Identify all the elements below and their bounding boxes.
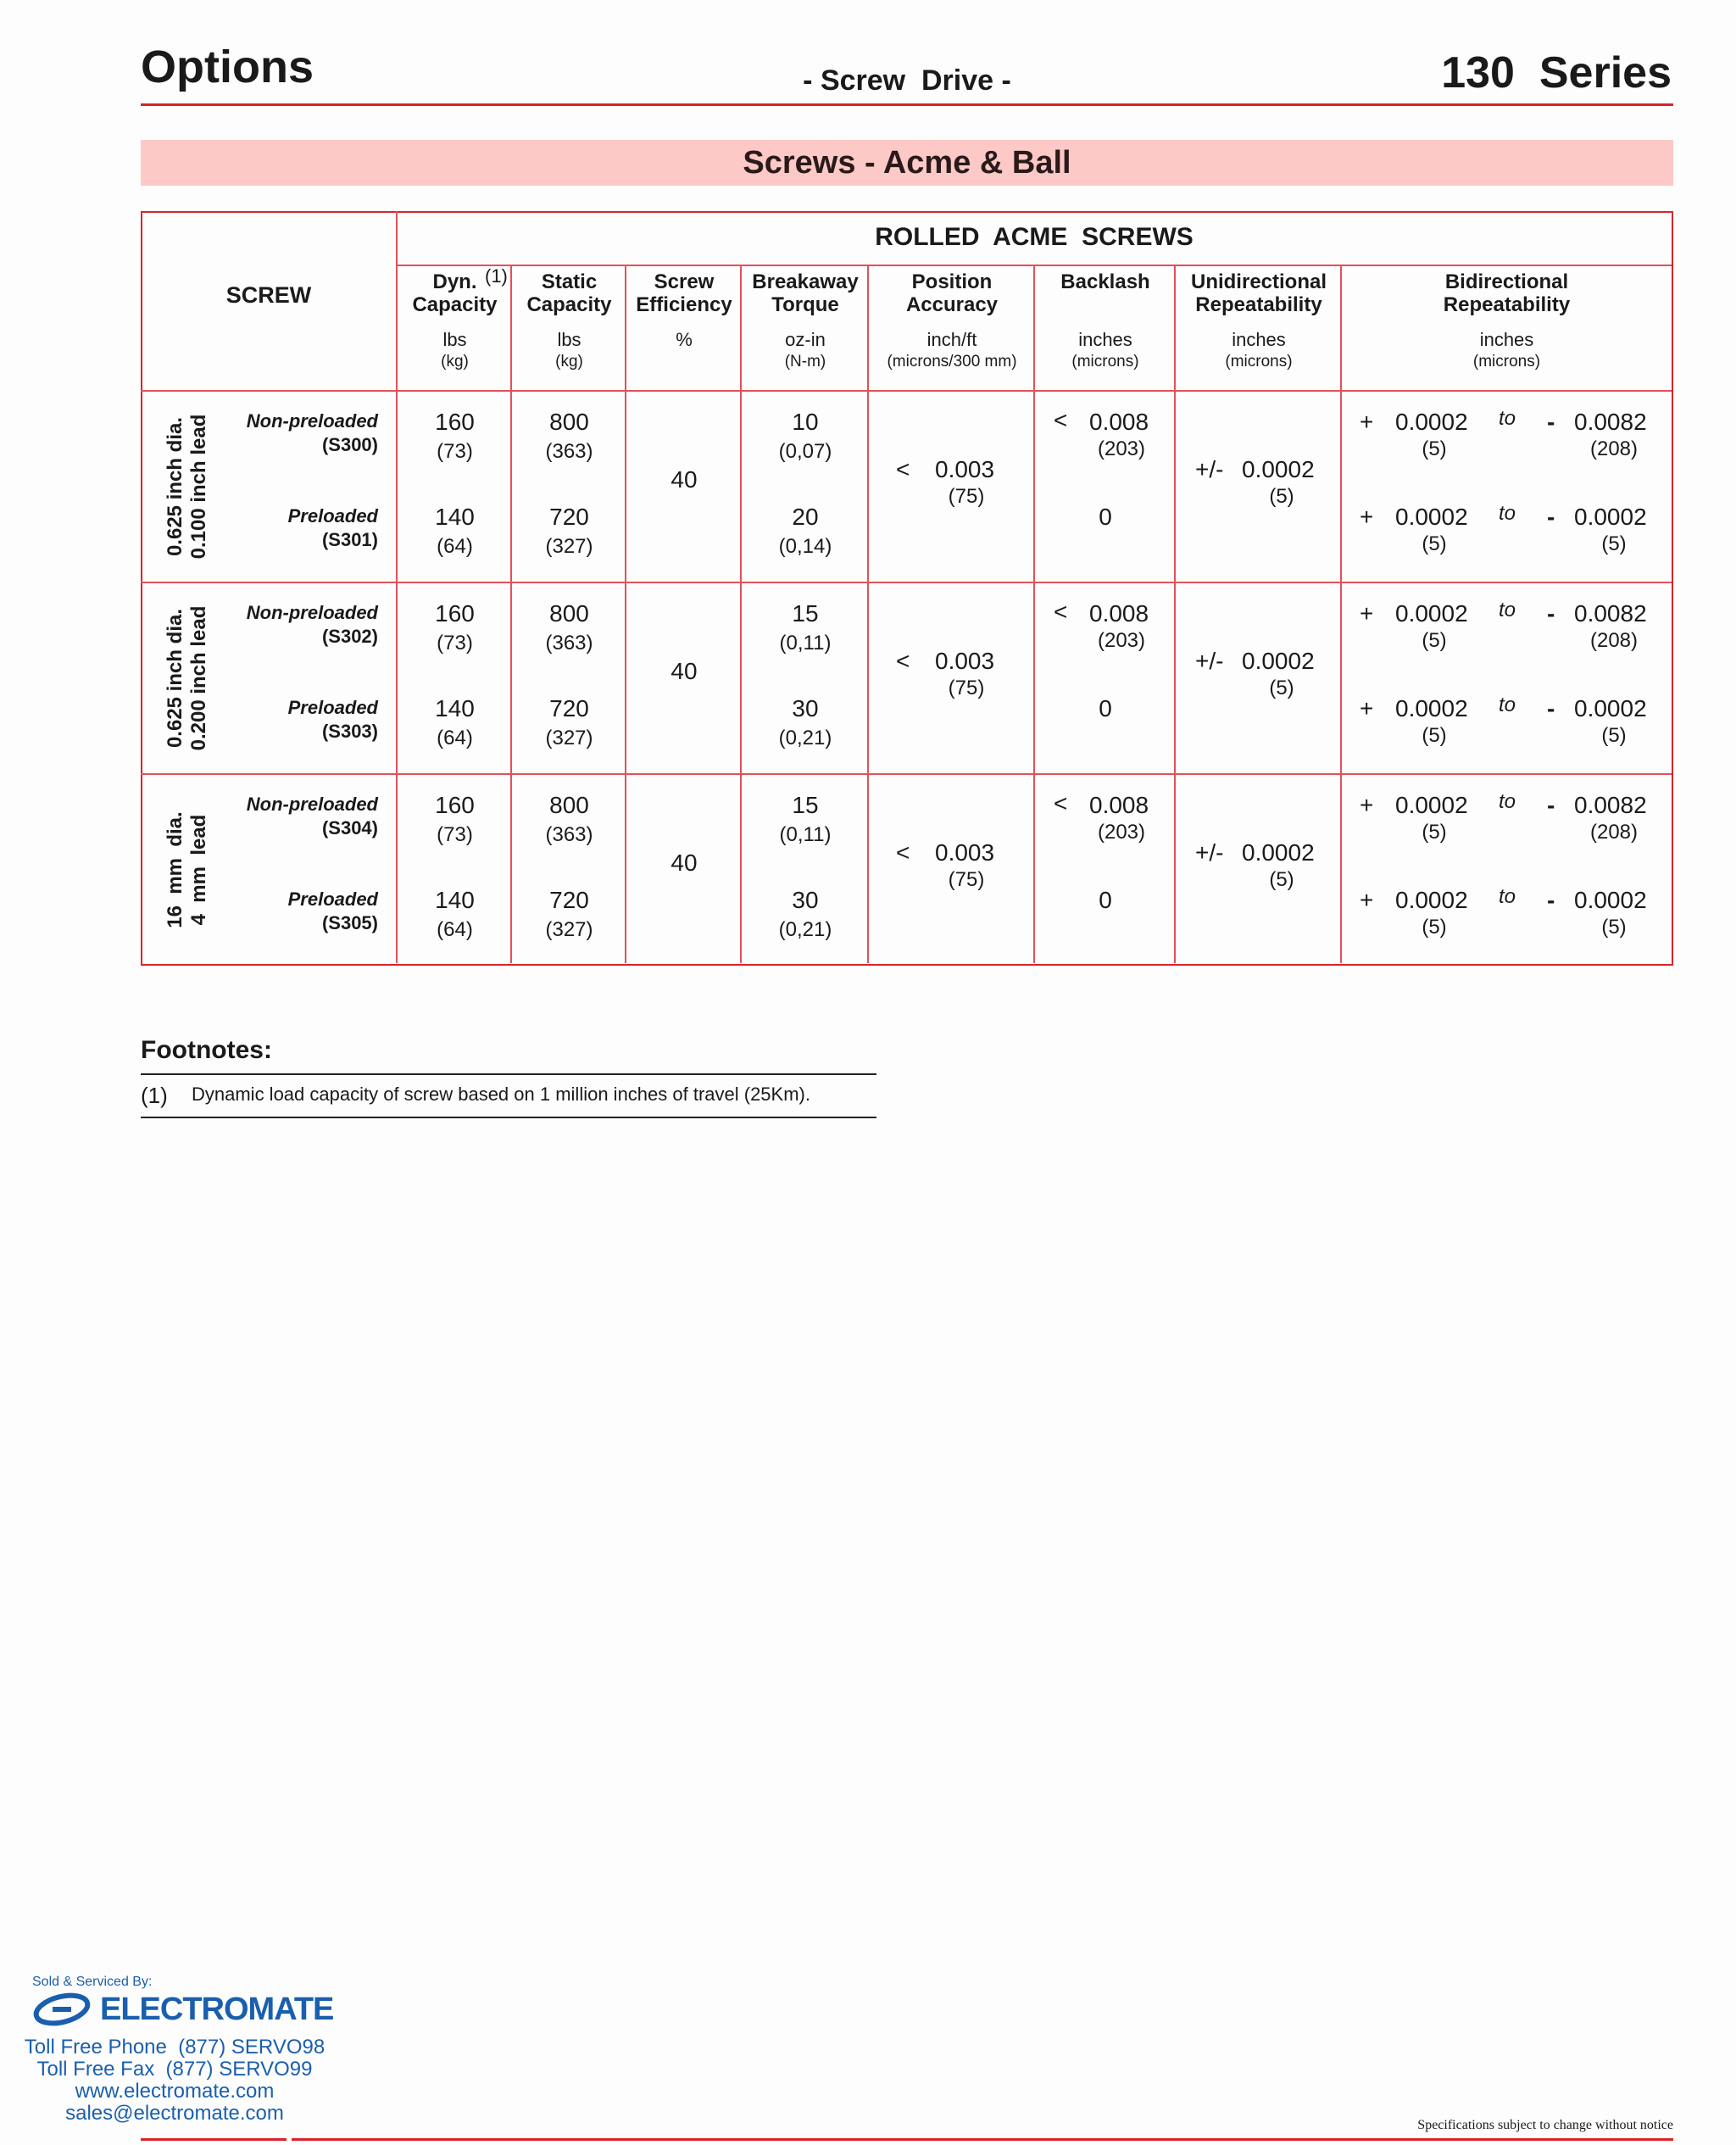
- footnotes-rule: [141, 1073, 876, 1075]
- dyn-capacity-metric: (73): [437, 632, 473, 655]
- column-header-line1: Dyn.: [432, 270, 477, 293]
- row-label-nonpreloaded: Non-preloaded: [246, 794, 378, 815]
- efficiency-value: 40: [670, 850, 698, 876]
- series-word: Series: [1538, 48, 1672, 98]
- backlash-symbol: <: [1054, 599, 1068, 625]
- table-rule: [141, 390, 1672, 392]
- bidirectional-value-low: 0.0002: [1395, 600, 1468, 627]
- static-capacity-value: 720: [549, 887, 589, 913]
- bidirectional-metric-low: (5): [1422, 821, 1447, 844]
- torque-metric: (0,11): [779, 823, 832, 846]
- torque-value: 30: [792, 887, 819, 913]
- backlash-metric: (203): [1097, 437, 1146, 460]
- static-capacity-value: 800: [549, 600, 589, 627]
- position-accuracy-metric: (75): [948, 868, 985, 891]
- dyn-capacity-metric: (73): [437, 440, 473, 463]
- dyn-capacity-metric: (64): [437, 918, 473, 941]
- position-accuracy-symbol: <: [896, 648, 910, 674]
- footnotes-title: Footnotes:: [141, 1036, 272, 1064]
- static-capacity-value: 720: [549, 504, 589, 530]
- backlash-value: 0.008: [1089, 792, 1149, 818]
- vendor-name: ELECTROMATE: [100, 1991, 334, 2027]
- unidirectional-symbol: +/-: [1195, 648, 1224, 674]
- disclaimer: Specifications subject to change without notice: [1417, 2118, 1673, 2132]
- bidirectional-value-low: 0.0002: [1395, 695, 1468, 722]
- header-rule: [141, 103, 1673, 106]
- vendor-logo: [32, 1990, 333, 2029]
- torque-metric: (0,07): [778, 440, 832, 463]
- efficiency-value: 40: [670, 466, 698, 493]
- screw-lead-label: 4 mm lead: [187, 814, 210, 926]
- column-unit-metric: (microns/300 mm): [887, 353, 1017, 370]
- bidirectional-minus: -: [1547, 600, 1555, 627]
- bidirectional-metric-high: (5): [1601, 724, 1627, 747]
- static-capacity-value: 800: [549, 409, 589, 435]
- footer-rule: [141, 2138, 287, 2141]
- screw-header: SCREW: [225, 282, 312, 308]
- dyn-capacity-value: 160: [435, 409, 475, 435]
- row-code-nonpreloaded: (S304): [321, 817, 378, 838]
- torque-metric: (0,21): [778, 918, 832, 941]
- torque-metric: (0,14): [778, 535, 832, 558]
- dyn-capacity-metric: (64): [437, 535, 473, 558]
- dyn-capacity-value: 160: [435, 792, 475, 818]
- bidirectional-metric-low: (5): [1422, 916, 1447, 939]
- column-unit: inches: [1232, 329, 1286, 350]
- vendor-fax: Toll Free Fax (877) SERVO99: [36, 2058, 313, 2081]
- torque-value: 15: [792, 600, 819, 627]
- backlash-metric: (203): [1097, 629, 1146, 652]
- column-unit: inches: [1078, 329, 1132, 350]
- row-label-preloaded: Preloaded: [287, 697, 378, 718]
- backlash-value: 0.008: [1089, 600, 1149, 627]
- bidirectional-value-high: 0.0002: [1574, 695, 1647, 722]
- column-header-line2: Capacity: [412, 293, 498, 316]
- row-label-preloaded: Preloaded: [287, 505, 378, 526]
- column-header-line2: Repeatability: [1443, 293, 1571, 316]
- column-header-line2: Torque: [771, 293, 839, 316]
- unidirectional-symbol: +/-: [1195, 839, 1224, 866]
- column-unit-metric: (microns): [1225, 353, 1293, 370]
- bidirectional-plus: +: [1360, 887, 1374, 913]
- bidirectional-to: to: [1499, 885, 1516, 908]
- torque-value: 10: [792, 409, 819, 435]
- screw-group-label: [164, 589, 214, 767]
- column-unit-metric: (kg): [441, 353, 469, 370]
- column-unit: inch/ft: [926, 329, 977, 350]
- static-capacity-metric: (327): [545, 535, 593, 558]
- table-rule: [141, 582, 1672, 583]
- banner-title: Screws - Acme & Ball: [743, 145, 1071, 181]
- column-unit: inches: [1479, 329, 1534, 350]
- column-header-line2: Accuracy: [905, 293, 999, 316]
- bidirectional-minus: -: [1547, 792, 1555, 818]
- position-accuracy-value: 0.003: [935, 456, 995, 482]
- dyn-capacity-value: 160: [435, 600, 475, 627]
- column-unit: lbs: [557, 329, 581, 350]
- position-accuracy-metric: (75): [948, 677, 985, 699]
- efficiency-value: 40: [670, 658, 698, 684]
- column-unit: %: [676, 329, 693, 350]
- dyn-capacity-value: 140: [435, 695, 475, 722]
- bidirectional-to: to: [1499, 694, 1516, 716]
- table-rule: [141, 773, 1672, 775]
- bidirectional-metric-low: (5): [1422, 724, 1447, 747]
- static-capacity-value: 800: [549, 792, 589, 818]
- backlash-value: 0: [1099, 504, 1112, 530]
- bidirectional-metric-high: (5): [1601, 532, 1627, 555]
- unidirectional-value: 0.0002: [1242, 839, 1315, 866]
- dyn-capacity-metric: (64): [437, 727, 473, 749]
- footnote-text: Dynamic load capacity of screw based on 1 million inches of travel (25Km).: [192, 1084, 810, 1105]
- bidirectional-value-low: 0.0002: [1395, 409, 1468, 435]
- backlash-symbol: <: [1054, 790, 1068, 816]
- bidirectional-value-high: 0.0002: [1574, 504, 1647, 530]
- column-header-line1: Backlash: [1060, 270, 1150, 293]
- bidirectional-value-high: 0.0082: [1574, 792, 1647, 818]
- column-unit-metric: (N-m): [784, 353, 826, 370]
- screw-diameter-label: 16 mm dia.: [164, 811, 186, 928]
- footer-rule: [292, 2138, 1673, 2141]
- dyn-capacity-metric: (73): [437, 823, 473, 846]
- static-capacity-value: 720: [549, 695, 589, 722]
- unidirectional-value: 0.0002: [1242, 648, 1315, 674]
- static-capacity-metric: (327): [545, 727, 593, 749]
- screw-group-label: [164, 781, 214, 959]
- bidirectional-metric-low: (5): [1422, 629, 1447, 652]
- column-header-line1: Static: [541, 270, 598, 293]
- bidirectional-to: to: [1499, 599, 1516, 621]
- torque-value: 30: [792, 695, 819, 722]
- column-header-line1: Bidirectional: [1444, 270, 1569, 293]
- bidirectional-plus: +: [1360, 600, 1374, 627]
- bidirectional-minus: -: [1547, 695, 1555, 722]
- backlash-symbol: <: [1054, 407, 1068, 433]
- position-accuracy-value: 0.003: [935, 648, 995, 674]
- screw-lead-label: 0.100 inch lead: [187, 414, 210, 560]
- torque-value: 15: [792, 792, 819, 818]
- footnote-marker: (1): [485, 265, 508, 287]
- bidirectional-metric-high: (208): [1589, 629, 1639, 652]
- backlash-value: 0: [1099, 887, 1112, 913]
- page-title: Options: [141, 42, 314, 92]
- unidirectional-metric: (5): [1269, 485, 1294, 508]
- static-capacity-metric: (363): [545, 440, 593, 463]
- column-unit: lbs: [442, 329, 467, 350]
- bidirectional-metric-high: (208): [1589, 821, 1639, 844]
- screw-diameter-label: 0.625 inch dia.: [164, 416, 186, 557]
- row-label-nonpreloaded: Non-preloaded: [246, 602, 378, 623]
- bidirectional-plus: +: [1360, 504, 1374, 530]
- unidirectional-metric: (5): [1269, 868, 1294, 891]
- series-number: 130: [1441, 48, 1515, 98]
- bidirectional-minus: -: [1547, 504, 1555, 530]
- position-accuracy-symbol: <: [896, 839, 910, 866]
- unidirectional-symbol: +/-: [1195, 456, 1224, 482]
- torque-value: 20: [792, 504, 819, 530]
- bidirectional-metric-low: (5): [1422, 532, 1447, 555]
- unidirectional-value: 0.0002: [1242, 456, 1315, 482]
- bidirectional-to: to: [1499, 790, 1516, 813]
- vendor-email-link[interactable]: sales@electromate.com: [65, 2102, 284, 2125]
- bidirectional-plus: +: [1360, 792, 1374, 818]
- row-code-nonpreloaded: (S300): [321, 434, 378, 455]
- static-capacity-metric: (327): [545, 918, 593, 941]
- column-header-line2: Capacity: [526, 293, 612, 316]
- backlash-value: 0.008: [1089, 409, 1149, 435]
- bidirectional-value-low: 0.0002: [1395, 792, 1468, 818]
- bidirectional-metric-low: (5): [1422, 437, 1447, 460]
- screw-group-label: [164, 398, 214, 576]
- position-accuracy-symbol: <: [896, 456, 910, 482]
- bidirectional-plus: +: [1360, 695, 1374, 722]
- footnotes-rule: [141, 1117, 876, 1118]
- bidirectional-metric-high: (208): [1589, 437, 1639, 460]
- screw-lead-label: 0.200 inch lead: [187, 605, 210, 751]
- column-header-line2: Efficiency: [636, 293, 732, 316]
- column-unit-metric: (microns): [1071, 353, 1139, 370]
- sold-by-label: Sold & Serviced By:: [32, 1975, 153, 1989]
- position-accuracy-metric: (75): [948, 485, 985, 508]
- bidirectional-value-high: 0.0082: [1574, 409, 1647, 435]
- column-header-line1: Unidirectional: [1190, 270, 1327, 293]
- vendor-website-link[interactable]: www.electromate.com: [75, 2080, 275, 2103]
- static-capacity-metric: (363): [545, 823, 593, 846]
- column-unit-metric: (microns): [1472, 353, 1541, 370]
- column-unit-metric: (kg): [555, 353, 583, 370]
- column-header-line2: Repeatability: [1195, 293, 1322, 316]
- electromate-logo-icon: [32, 1992, 92, 2027]
- bidirectional-plus: +: [1360, 409, 1374, 435]
- vendor-phone: Toll Free Phone (877) SERVO98: [24, 2036, 326, 2059]
- row-code-preloaded: (S305): [321, 912, 378, 933]
- torque-metric: (0,21): [778, 727, 832, 749]
- dyn-capacity-value: 140: [435, 504, 475, 530]
- backlash-value: 0: [1099, 695, 1112, 722]
- row-label-preloaded: Preloaded: [287, 889, 378, 910]
- screw-diameter-label: 0.625 inch dia.: [164, 608, 186, 749]
- section-title: ROLLED ACME SCREWS: [875, 223, 1194, 251]
- section-banner: [141, 140, 1673, 186]
- backlash-metric: (203): [1097, 821, 1146, 844]
- table-rule: [396, 211, 398, 963]
- bidirectional-to: to: [1499, 502, 1516, 525]
- bidirectional-value-high: 0.0082: [1574, 600, 1647, 627]
- bidirectional-to: to: [1499, 407, 1516, 430]
- footnote-number: (1): [141, 1083, 168, 1108]
- series-label: [1356, 47, 1672, 98]
- row-code-nonpreloaded: (S302): [321, 626, 378, 647]
- bidirectional-value-low: 0.0002: [1395, 504, 1468, 530]
- column-header-line1: Position: [911, 270, 993, 293]
- bidirectional-metric-high: (5): [1601, 916, 1627, 939]
- unidirectional-metric: (5): [1269, 677, 1294, 699]
- dyn-capacity-value: 140: [435, 887, 475, 913]
- column-header-line1: Screw: [654, 270, 715, 293]
- row-code-preloaded: (S301): [321, 529, 378, 550]
- page-subtitle: - Screw Drive -: [803, 64, 1011, 97]
- row-code-preloaded: (S303): [321, 721, 378, 742]
- position-accuracy-value: 0.003: [935, 839, 995, 866]
- column-unit: oz-in: [785, 329, 826, 350]
- torque-metric: (0,11): [779, 632, 832, 655]
- static-capacity-metric: (363): [545, 632, 593, 655]
- bidirectional-value-low: 0.0002: [1395, 887, 1468, 913]
- row-label-nonpreloaded: Non-preloaded: [246, 410, 378, 432]
- column-header-line1: Breakaway: [752, 270, 859, 293]
- bidirectional-minus: -: [1547, 887, 1555, 913]
- bidirectional-minus: -: [1547, 409, 1555, 435]
- bidirectional-value-high: 0.0002: [1574, 887, 1647, 913]
